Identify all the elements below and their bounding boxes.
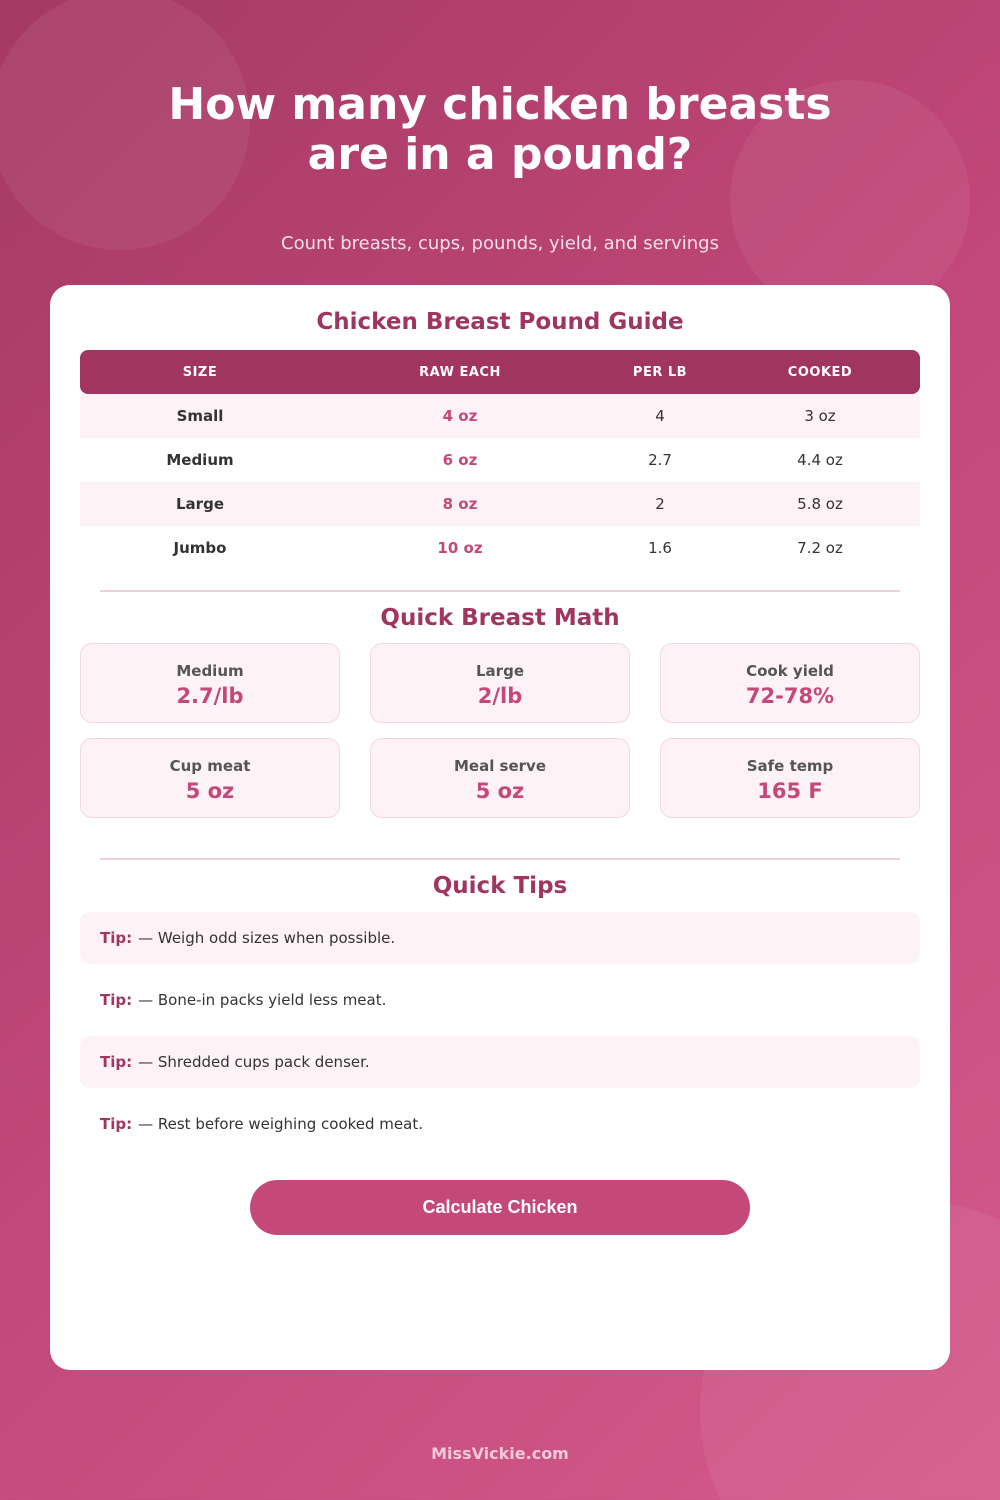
page-title-line: are in a pound? xyxy=(307,129,693,180)
column-header-per-lb: PER LB xyxy=(632,364,688,380)
page-subtitle: Count breasts, cups, pounds, yield, and servings xyxy=(281,233,719,254)
tip-label: Tip: xyxy=(100,1115,133,1133)
stat-card xyxy=(370,643,630,723)
section-divider xyxy=(100,858,900,860)
tip-item xyxy=(80,912,920,964)
stat-value: 165 F xyxy=(757,779,823,803)
tips-title: Quick Tips xyxy=(432,873,568,899)
tip-item xyxy=(80,974,920,1026)
stat-value: 5 oz xyxy=(185,779,235,803)
stat-label: Cook yield xyxy=(746,662,834,680)
table-row xyxy=(80,438,920,482)
stat-card xyxy=(80,643,340,723)
stat-value: 5 oz xyxy=(475,779,525,803)
content-card xyxy=(50,285,950,1370)
table-header xyxy=(80,350,920,394)
cell-cooked: 7.2 oz xyxy=(797,539,843,557)
stat-label: Medium xyxy=(176,662,244,680)
cell-per-lb: 2.7 xyxy=(648,451,672,469)
tip-item xyxy=(80,1036,920,1088)
cell-raw-each: 8 oz xyxy=(442,495,478,513)
cell-raw-each: 4 oz xyxy=(442,407,478,425)
table-row xyxy=(80,526,920,570)
stat-label: Large xyxy=(476,662,524,680)
tip-text: — Weigh odd sizes when possible. xyxy=(138,929,396,947)
cell-size: Medium xyxy=(166,451,234,469)
table-row xyxy=(80,394,920,438)
math-title: Quick Breast Math xyxy=(380,605,620,631)
tip-text: — Shredded cups pack denser. xyxy=(138,1053,370,1071)
cell-raw-each: 6 oz xyxy=(442,451,478,469)
cell-size: Small xyxy=(176,407,224,425)
calculate-chicken-button[interactable]: Calculate Chicken xyxy=(250,1180,750,1235)
cell-size: Large xyxy=(176,495,224,513)
stat-value: 2.7/lb xyxy=(176,684,244,708)
column-header-size: SIZE xyxy=(182,364,218,380)
stat-label: Cup meat xyxy=(169,757,251,775)
cell-cooked: 4.4 oz xyxy=(797,451,843,469)
stat-card xyxy=(80,738,340,818)
tip-label: Tip: xyxy=(100,929,133,947)
cell-size: Jumbo xyxy=(173,539,227,557)
tip-item xyxy=(80,1098,920,1150)
stat-label: Meal serve xyxy=(453,757,547,775)
guide-title: Chicken Breast Pound Guide xyxy=(316,309,684,335)
page-title-line: How many chicken breasts xyxy=(168,79,832,130)
cell-per-lb: 4 xyxy=(655,407,665,425)
cell-cooked: 5.8 oz xyxy=(797,495,843,513)
cell-raw-each: 10 oz xyxy=(437,539,483,557)
section-divider xyxy=(100,590,900,592)
column-header-raw-each: RAW EACH xyxy=(419,364,501,380)
stat-card xyxy=(660,738,920,818)
tip-text: — Rest before weighing cooked meat. xyxy=(138,1115,423,1133)
cell-per-lb: 2 xyxy=(655,495,665,513)
pound-guide-table xyxy=(80,350,920,570)
cell-cooked: 3 oz xyxy=(804,407,836,425)
footer-brand: MissVickie.com xyxy=(431,1444,569,1463)
tip-label: Tip: xyxy=(100,1053,133,1071)
tip-label: Tip: xyxy=(100,991,133,1009)
stat-card xyxy=(660,643,920,723)
page-title xyxy=(0,80,1000,180)
column-header-cooked: COOKED xyxy=(787,364,853,380)
table-row xyxy=(80,482,920,526)
stat-value: 2/lb xyxy=(477,684,523,708)
stat-label: Safe temp xyxy=(746,757,834,775)
cell-per-lb: 1.6 xyxy=(648,539,672,557)
stat-card xyxy=(370,738,630,818)
stat-value: 72-78% xyxy=(745,684,835,708)
tip-text: — Bone-in packs yield less meat. xyxy=(138,991,387,1009)
